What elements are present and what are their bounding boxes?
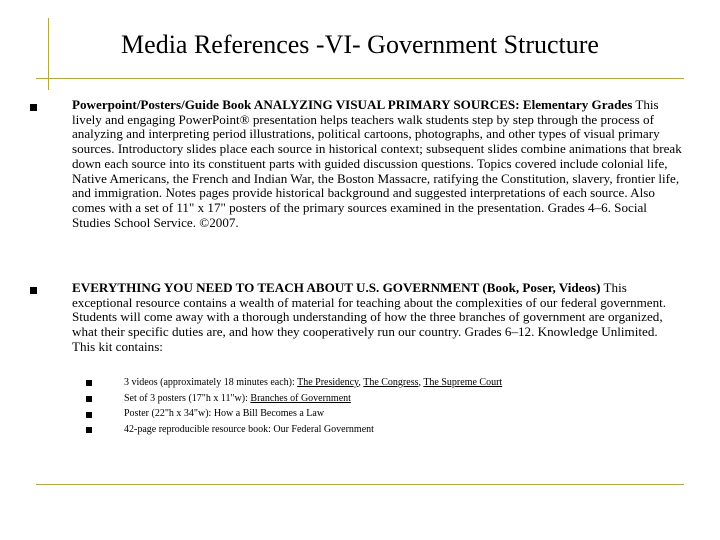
sub-item-text: 42-page reproducible resource book: Our Federal Government bbox=[124, 424, 374, 435]
link-the-presidency[interactable]: The Presidency bbox=[297, 377, 359, 388]
item-heading: Powerpoint/Posters/Guide Book ANALYZING VISUAL PRIMARY SOURCES: Elementary Grades bbox=[72, 97, 633, 112]
sub-bullet-square-icon bbox=[86, 412, 92, 418]
slide-title: Media References -VI- Government Structure bbox=[121, 30, 599, 59]
sub-item-text: 3 videos (approximately 18 minutes each): bbox=[124, 377, 298, 388]
sub-list-item bbox=[124, 391, 351, 407]
link-the-supreme-court[interactable]: The Supreme Court bbox=[423, 377, 503, 388]
link-the-congress[interactable]: The Congress bbox=[363, 377, 419, 388]
separator: , bbox=[418, 377, 424, 388]
item-description: This lively and engaging PowerPoint® presentation helps teachers walk students step by step through the process of analyzing and interpreting period illustrations, political cartoons, photographs, and other types of visual primary sources. Introductory slides place each source in historical context; subsequent slides combine animations that break down each source into its constituent parts with guided discussion questions. Topics covered include colonial life, Native Americans, the French and Indian War, the Boston Massacre, ratifying the Constitution, slavery, frontier life, and immigration. Notes pages provide historical background and suggested interpretations of each source. Also comes with a set of 11" x 17" posters of the primary sources examined in the presentation. Grades 4–6. Social Studies School Service. ©2007. bbox=[72, 97, 682, 230]
link-branches-of-government[interactable]: Branches of Government bbox=[250, 393, 351, 404]
sub-item-text: Set of 3 posters (17"h x 11"w): bbox=[124, 393, 251, 404]
sub-item-text: Poster (22"h x 34"w): How a Bill Becomes a Law bbox=[124, 408, 325, 419]
sub-list-item bbox=[124, 375, 502, 391]
bullet-square-icon bbox=[30, 287, 37, 294]
kit-contains-label: This kit contains: bbox=[72, 338, 163, 354]
list-item bbox=[72, 281, 686, 355]
title-divider-line bbox=[36, 78, 684, 79]
separator: , bbox=[358, 377, 364, 388]
item-description: This exceptional resource contains a wealth of material for teaching about the complexities of our federal government. Students will come away with a thorough understanding of how the three branches of government are organized, what their specific duties are, and how they cooperatively run our country. Grades 6–12. Knowledge Unlimited. bbox=[72, 280, 667, 340]
sub-bullet-square-icon bbox=[86, 380, 92, 386]
bullet-square-icon bbox=[30, 104, 37, 111]
sub-bullet-square-icon bbox=[86, 396, 92, 402]
sub-list-item bbox=[124, 422, 374, 438]
sub-list-item bbox=[124, 406, 324, 422]
list-item bbox=[72, 98, 686, 230]
sub-bullet-square-icon bbox=[86, 427, 92, 433]
item-heading: EVERYTHING YOU NEED TO TEACH ABOUT U.S. GOVERNMENT (Book, Poser, Videos) bbox=[72, 280, 601, 295]
footer-divider-line bbox=[36, 484, 684, 485]
